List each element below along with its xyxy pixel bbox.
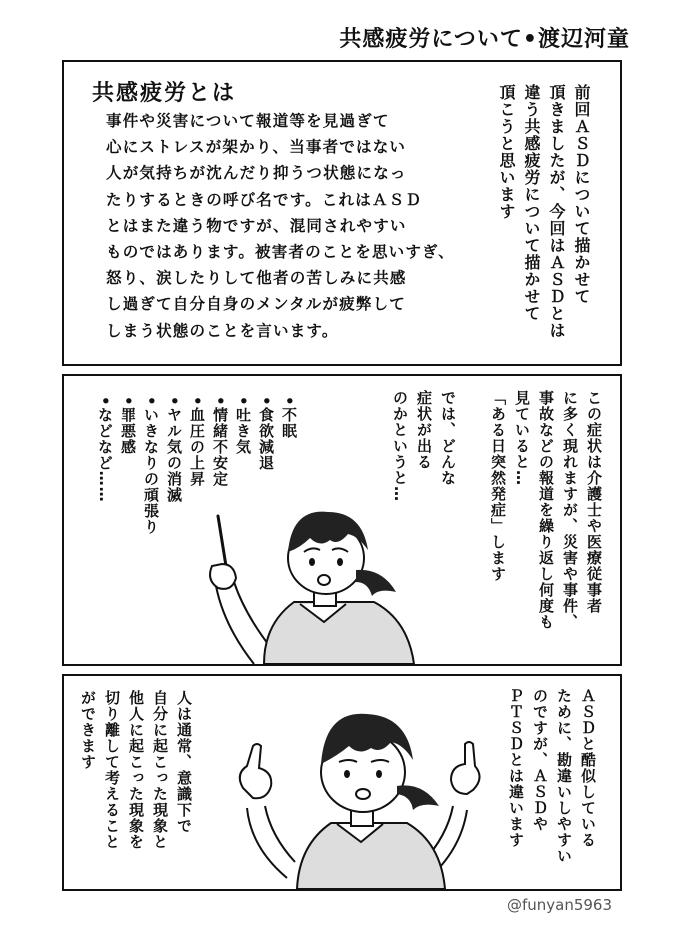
definition-title: 共感疲労とは <box>92 81 237 106</box>
speech-line: 他人に起こった現象を <box>127 690 145 850</box>
narration-line: この症状は介護士や医療従事者 <box>585 390 603 614</box>
symptom-item: •ヤル気の消滅 <box>165 396 183 503</box>
intro-line: 頂きましたが、今回はＡＳＤとは <box>547 84 566 339</box>
definition-line: 人が気持ちが沈んだり抑うつ状態になっ <box>106 164 407 183</box>
intro-line: 頂こうと思います <box>497 84 516 220</box>
definition-line: しまう状態のことを言います。 <box>106 321 339 340</box>
panel-definition <box>62 60 622 366</box>
symptom-item: •不眠 <box>280 396 298 439</box>
definition-line: 怒り、涙したりして他者の苦しみに共感 <box>106 269 407 288</box>
narration-line: のですが、ＡＳＤや <box>531 688 549 832</box>
question-line: 症状が出る <box>415 390 433 470</box>
symptom-item: •罪悪感 <box>119 396 137 455</box>
character-explaining-illustration <box>229 698 499 889</box>
character-speech <box>76 690 196 850</box>
intro-line: 違う共感疲労について描かせて <box>522 84 541 322</box>
narration-line: ＰＴＳＤとは違います <box>507 688 525 848</box>
asd-narration <box>504 688 600 864</box>
narration-line: に多く現れますが、災害や事件、 <box>561 390 579 630</box>
definition-line: 心にストレスが架かり、当事者ではない <box>106 138 407 157</box>
intro-narration <box>494 84 594 339</box>
character-pointing-illustration <box>204 496 454 664</box>
definition-line: たりするときの呼び名です。これはＡＳＤ <box>106 190 423 209</box>
speech-line: 人は通常、意識下で <box>175 690 193 834</box>
definition-line: 事件や災害について報道等を見過ぎて <box>106 112 390 130</box>
speech-line: ができます <box>79 690 97 770</box>
panel-explanation <box>62 674 622 891</box>
narration-line: ために、勘違いしやすい <box>555 688 573 864</box>
symptom-item: •いきなりの頑張り <box>142 396 160 535</box>
author-credit: @funyan5963 <box>506 896 612 914</box>
definition-line: ものではあります。被害者のことを思いすぎ、 <box>106 243 455 262</box>
definition-line: とはまた違う物ですが、混同されやすい <box>106 216 407 235</box>
definition-line: し過ぎて自分自身のメンタルが疲弊して <box>106 295 406 314</box>
speech-line: 切り離して考えること <box>103 690 121 850</box>
question-text <box>388 390 460 502</box>
symptom-item: •などなど…… <box>96 396 114 503</box>
definition-text <box>106 108 466 344</box>
question-line: のかというと… <box>391 390 409 502</box>
symptom-item: •情緒不安定 <box>211 396 229 487</box>
symptom-item: •血圧の上昇 <box>188 396 206 487</box>
narration-line: 見ていると… <box>513 390 531 486</box>
panel-symptoms <box>62 374 622 666</box>
symptom-narration <box>486 390 606 630</box>
narration-line: 「ある日突然発症」します <box>489 390 507 582</box>
symptom-item: •吐き気 <box>234 396 252 455</box>
question-line: では、どんな <box>439 390 457 486</box>
speech-line: 自分に起こった現象と <box>151 690 169 850</box>
intro-line: 前回ＡＳＤについて描かせて <box>572 84 591 305</box>
page-title: 共感疲労について•渡辺河童 <box>339 27 630 52</box>
narration-line: 事故などの報道を繰り返し何度も <box>537 390 555 630</box>
narration-line: ＡＳＤと酷似している <box>579 688 597 848</box>
symptom-item: •食欲減退 <box>257 396 275 471</box>
